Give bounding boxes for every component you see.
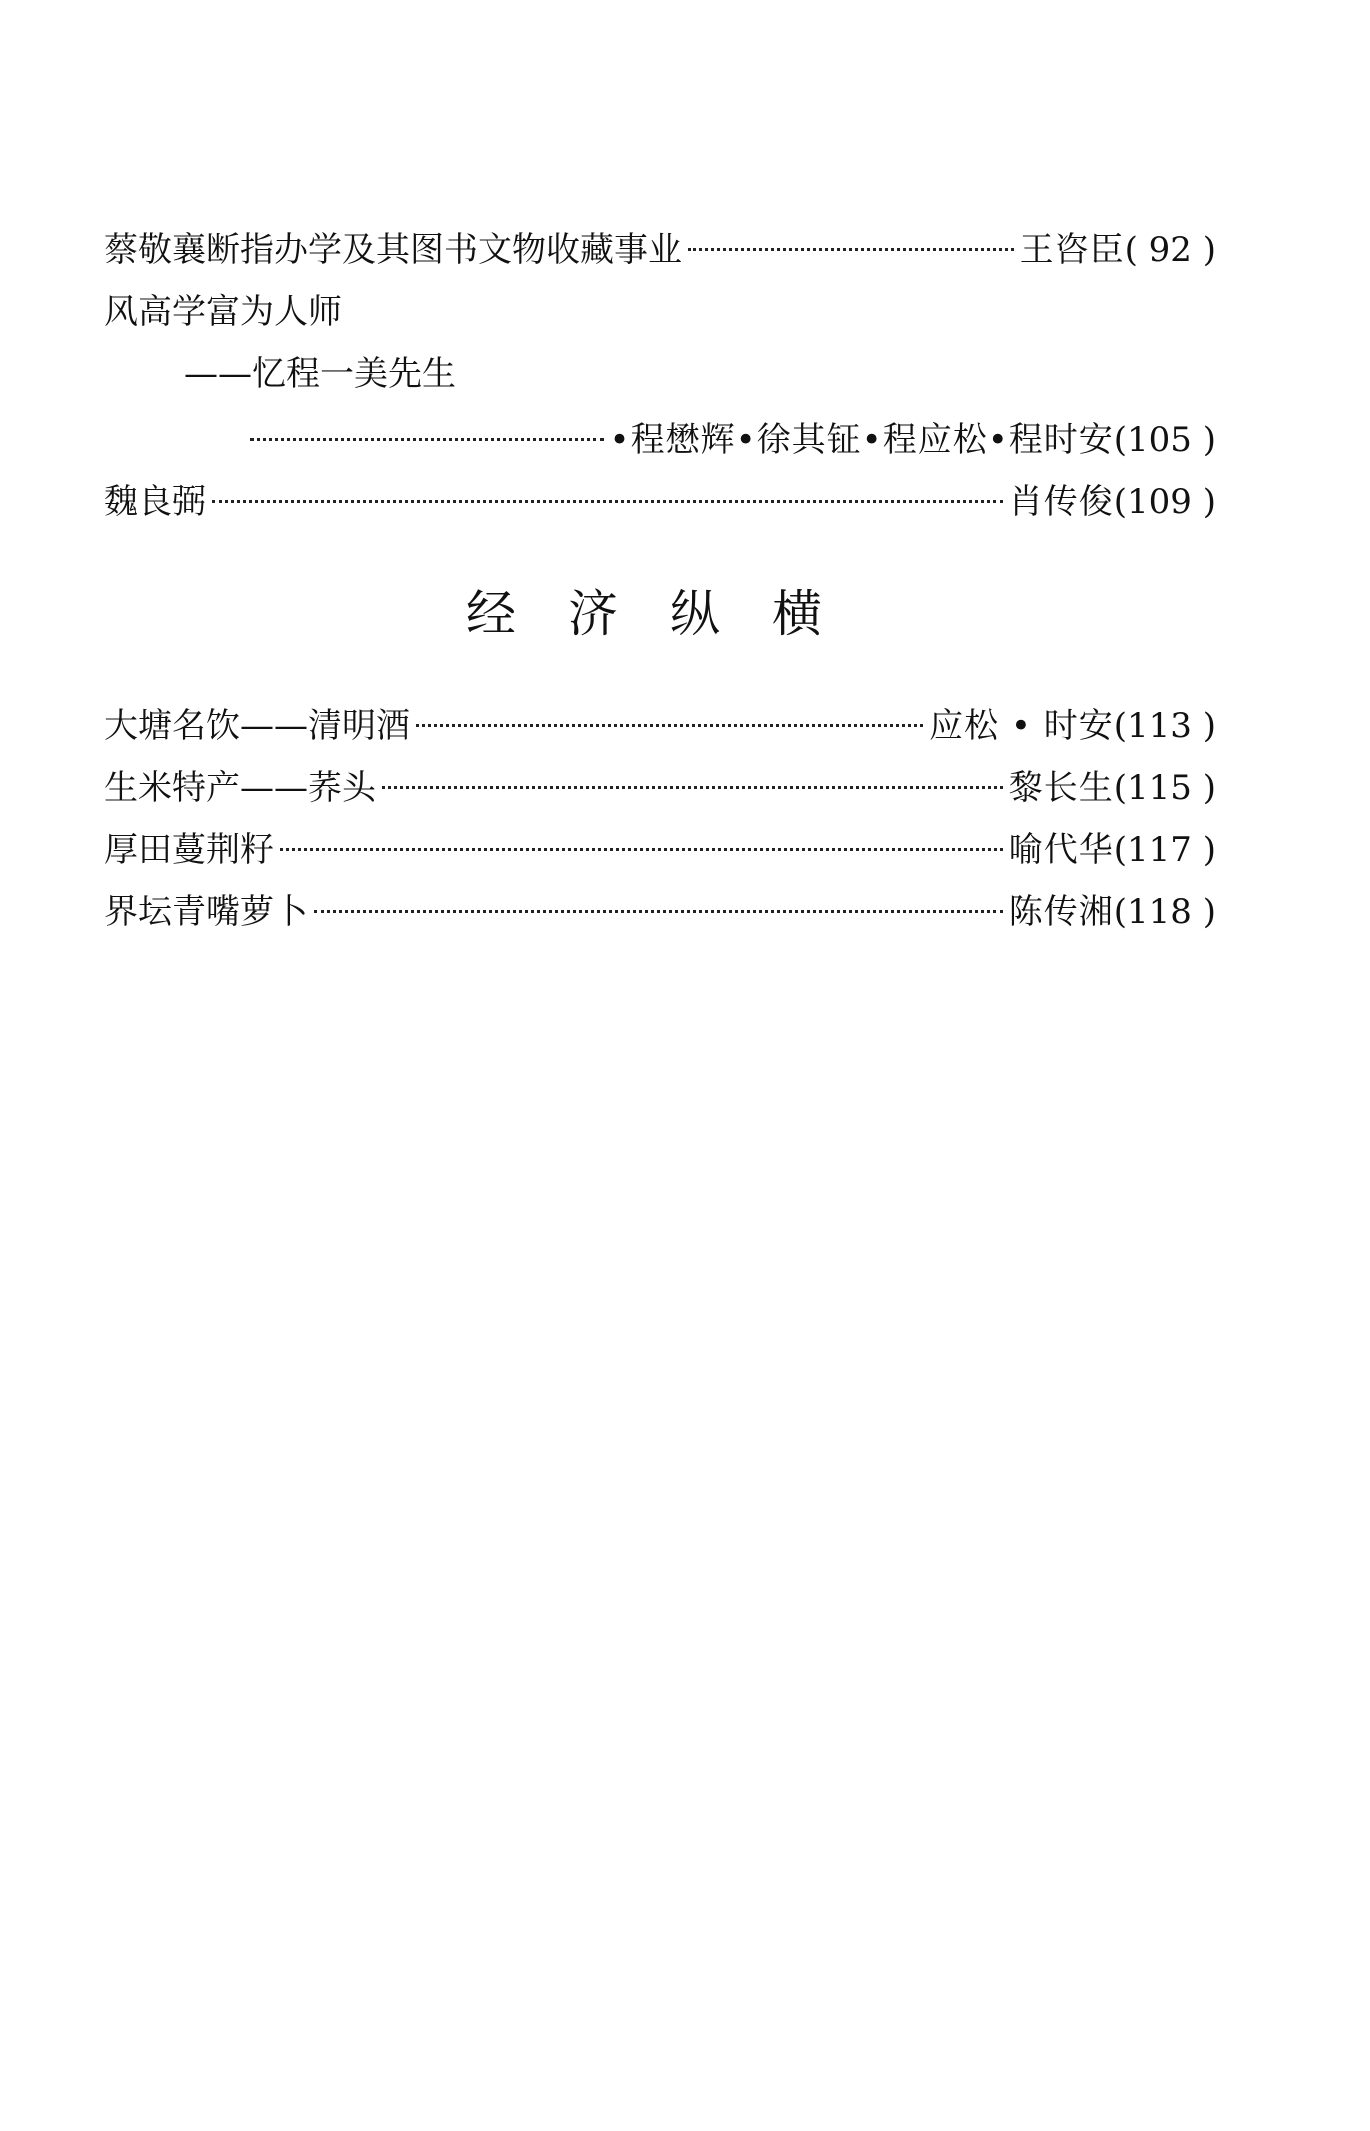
entry-author: 应松 • 时安 [929, 706, 1114, 746]
dot-leader [212, 500, 1003, 503]
toc-entry [104, 480, 1216, 524]
toc-entry [250, 418, 1216, 462]
dot-leader [688, 248, 1014, 251]
dot-leader [280, 848, 1003, 851]
toc-entry [104, 828, 1216, 872]
entry-author: 王咨臣 [1019, 230, 1125, 270]
entry-title: 界坛青嘴萝卜 [104, 892, 308, 932]
dot-leader [382, 786, 1003, 789]
entry-author: 陈传湘 [1008, 892, 1114, 932]
entry-page-number: (113 ) [1113, 706, 1216, 746]
entry-title: 魏良弼 [104, 482, 206, 522]
dot-leader [250, 438, 604, 441]
entry-page-number: (115 ) [1113, 768, 1216, 808]
toc-entry [104, 766, 1216, 810]
entry-page-number: (105 ) [1113, 420, 1216, 460]
entry-title: 厚田蔓荆籽 [104, 830, 274, 870]
entry-page-number: (109 ) [1113, 482, 1216, 522]
entry-title: 生米特产——荞头 [104, 768, 376, 808]
entry-page-number: (117 ) [1113, 830, 1216, 870]
entry-page-number: (118 ) [1113, 892, 1216, 932]
toc-entry [104, 228, 1216, 272]
entry-title: 蔡敬襄断指办学及其图书文物收藏事业 [104, 230, 682, 270]
entry-author: 黎长生 [1008, 768, 1114, 808]
entry-page-number: ( 92 ) [1124, 230, 1216, 270]
entry-subtitle: ——忆程一美先生 [184, 354, 456, 394]
entry-title: 大塘名饮——清明酒 [104, 706, 410, 746]
dot-leader [416, 724, 923, 727]
toc-entry [104, 704, 1216, 748]
section-heading: 经济纵横 [466, 585, 874, 643]
toc-entry [104, 890, 1216, 934]
entry-title: 风高学富为人师 [104, 292, 342, 332]
dot-leader [314, 910, 1003, 913]
entry-author: 肖传俊 [1008, 482, 1114, 522]
entry-author: •程懋辉•徐其钲•程应松•程时安 [609, 420, 1114, 460]
entry-author: 喻代华 [1008, 830, 1114, 870]
